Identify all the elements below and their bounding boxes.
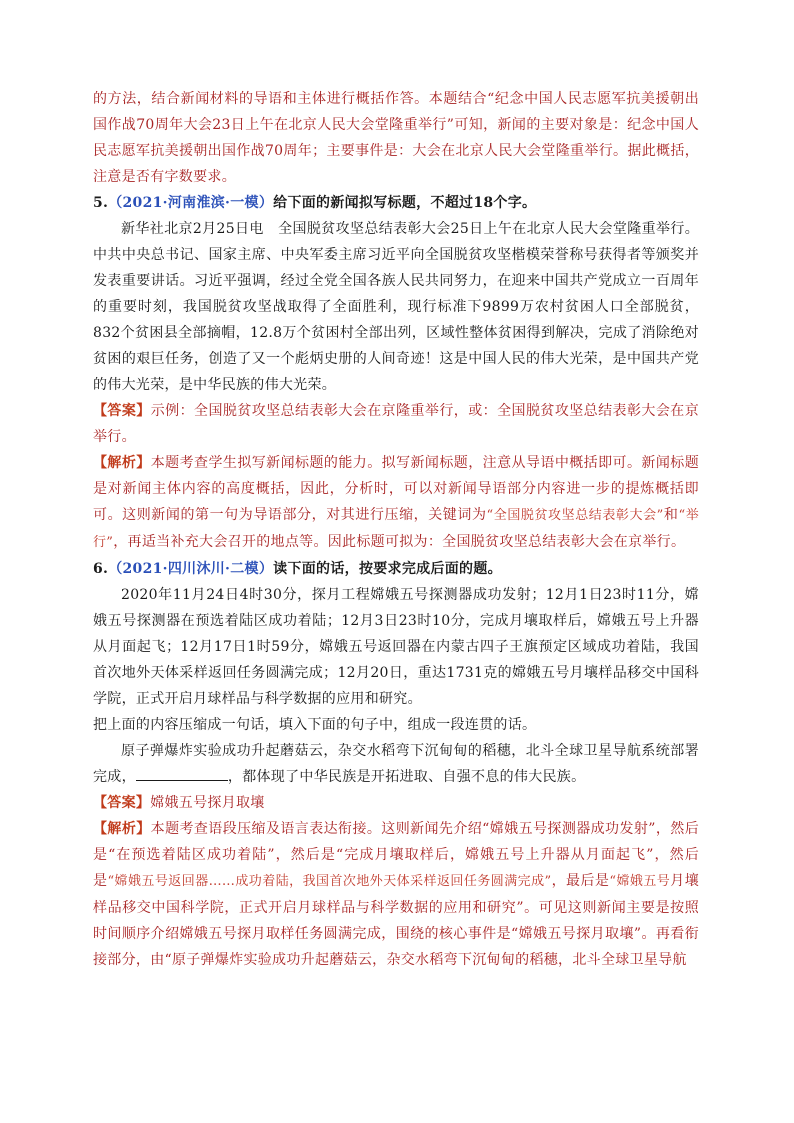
question-source: （2021·四川沐川·二模） <box>108 561 274 577</box>
fill-text-b: ，都体现了中华民族是开拓进取、自强不息的伟大民族。 <box>227 769 586 785</box>
analysis-text-b: ，再适当补充大会召开的地点等。因此标题可拟为：全国脱贫攻坚总结表彰大会在京举行。 <box>113 534 686 550</box>
question-6-fill-sentence <box>93 738 699 790</box>
question-prompt: 给下面的新闻拟写标题，不超过18个字。 <box>273 195 537 211</box>
analysis-text-a: 本题考查语段压缩及语言表达衔接。这则新闻先介绍“嫦娥五号探测器成功发射”，然后是“在预选着陆区成功着陆”，然后是“完成月壤取样后，嫦娥五号上升器从月面起飞”，然后是 <box>93 821 699 889</box>
question-5-analysis <box>93 450 699 556</box>
question-5-answer <box>93 398 699 450</box>
analysis-text-a: 本题考查学生拟写新闻标题的能力。拟写新闻标题，注意从导语中概括即可。新闻标题是对新闻主体内容的高度概括，因此，分析时，可以对新闻导语部分内容进一步的提炼概括即可。这则新闻的第一句为导语部分，对其进行压缩，关键词为 <box>93 455 699 523</box>
question-source: （2021·河南淮滨·一模） <box>108 195 274 211</box>
question-number: 5. <box>93 195 109 211</box>
analysis-quote-2: “举行” <box>93 508 699 550</box>
analysis-tag: 【解析】 <box>93 455 151 471</box>
question-6-instruction: 把上面的内容压缩成一句话，填入下面的句子中，组成一段连贯的话。 <box>93 717 537 733</box>
intro-analysis-text: 的方法，结合新闻材料的导语和主体进行概括作答。本题结合“纪念中国人民志愿军抗美援朝出国作战70周年大会23日上午在北京人民大会堂隆重举行”可知，新闻的主要对象是：纪念中国人民志愿军抗美援朝出国作战70周年；主要事件是：大会在北京人民大会堂隆重举行。据此概括，注意是否有字数要求。 <box>93 91 699 185</box>
question-6-heading <box>93 556 699 582</box>
question-number: 6. <box>93 561 109 577</box>
analysis-tag: 【解析】 <box>93 821 151 837</box>
analysis-text-c: 月壤样品移交中国科学院，正式开启月球样品与科学数据的应用和研究”。可见这则新闻主要是按照时间顺序介绍嫦娥五号探月取样任务圆满完成，围绕的核心事件是“嫦娥五号探月取壤”。再看衔接部分，由“原子弹爆炸实验成功升起蘑菇云，杂交水稻弯下沉甸甸的稻穗，北斗全球卫星导航 <box>93 873 699 968</box>
document-body <box>93 86 699 973</box>
question-5-passage: 新华社北京2月25日电 全国脱贫攻坚总结表彰大会25日上午在北京人民大会堂隆重举行。中共中央总书记、国家主席、中央军委主席习近平向全国脱贫攻坚楷模荣誉称号获得者等颁奖并发表重要讲话。习近平强调，经过全党全国各族人民共同努力，在迎来中国共产党成立一百周年的重要时刻，我国脱贫攻坚战取得了全面胜利，现行标准下9899万农村贫困人口全部脱贫，832个贫困县全部摘帽，12.8万个贫困村全部出列，区域性整体贫困得到解决，完成了消除绝对贫困的艰巨任务，创造了又一个彪炳史册的人间奇迹！这是中国人民的伟大光荣，是中国共产党的伟大光荣，是中华民族的伟大光荣。 <box>93 221 699 393</box>
answer-tag: 【答案】 <box>93 795 151 811</box>
answer-tag: 【答案】 <box>93 403 151 419</box>
answer-blank <box>136 766 228 781</box>
analysis-text-b: ，最后是 <box>551 873 610 889</box>
question-prompt: 读下面的话，按要求完成后面的题。 <box>273 561 502 577</box>
analysis-and: 和 <box>663 507 679 523</box>
analysis-quote: “嫦娥五号返回器……成功着陆，我国首次地外天体采样返回任务圆满完成” <box>107 874 552 889</box>
question-6-answer <box>93 790 699 816</box>
question-6-passage: 2020年11月24日4时30分，探月工程嫦娥五号探测器成功发射；12月1日23时11分，嫦娥五号探测器在预选着陆区成功着陆；12月3日23时10分，完成月壤取样后，嫦娥五号上升器从月面起飞；12月17日1时59分，嫦娥五号返回器在内蒙古四子王旗预定区域成功着陆，我国首次地外天体采样返回任务圆满完成；12月20日，重达1731克的嫦娥五号月壤样品移交中国科学院，正式开启月球样品与科学数据的应用和研究。 <box>93 587 699 707</box>
analysis-quote-1: “全国脱贫攻坚总结表彰大会” <box>486 508 664 523</box>
answer-text: 嫦娥五号探月取壤 <box>150 795 265 811</box>
analysis-quote-2: “嫦娥五号 <box>609 874 671 889</box>
answer-text: 示例：全国脱贫攻坚总结表彰大会在京隆重举行，或：全国脱贫攻坚总结表彰大会在京举行。 <box>93 403 699 445</box>
fill-text-a: 原子弹爆炸实验成功升起蘑菇云，杂交水稻弯下沉甸甸的稻穗，北斗全球卫星导航系统部署完成， <box>93 743 699 785</box>
question-6-analysis <box>93 816 699 973</box>
question-5-heading <box>93 190 699 216</box>
